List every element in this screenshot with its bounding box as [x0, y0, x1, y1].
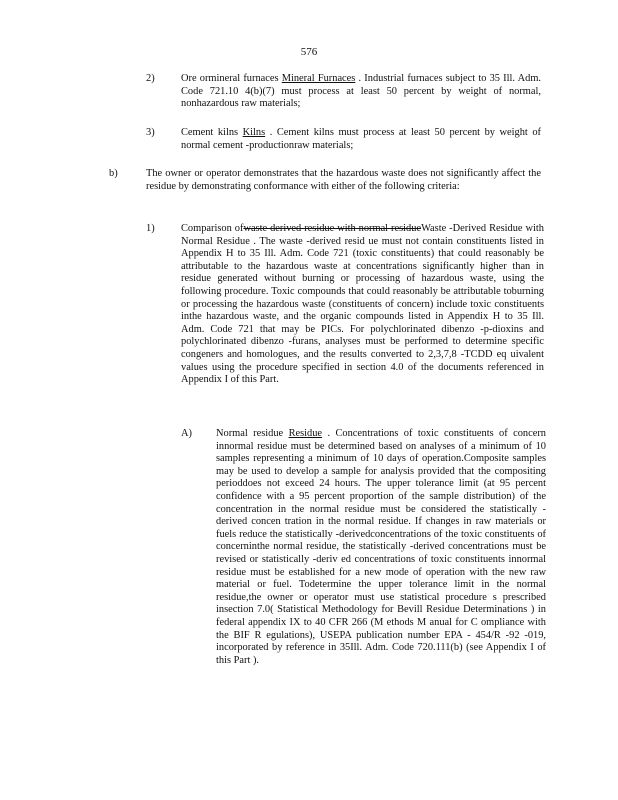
item-b1-text — [181, 223, 544, 387]
item-A-inserted: Residue — [288, 428, 323, 439]
item-A-lead: Normal residue — [216, 428, 289, 439]
item-b1-label: 1) — [146, 223, 155, 234]
page-number: 576 — [300, 46, 318, 58]
item-b1-rest: Waste -Derived Residue with Normal Residue . The waste -derived resid ue must not contain constituents listed in Appendix H to 35 Ill. Adm. Code 721 (toxic constituents) that could reasonably be attributable to the hazardous waste at concentrations significantly higher than in residue generated without burning or processing of hazardous waste, using the following procedure. Toxic compounds that could reasonably be attributable toburning or processing the hazardous waste (constituents of concern) include toxic constituents inthe hazardous waste, and the organic compounds listed in Appendix H to 35 Ill. Adm. Code 721 that may be PICs. For polychlorinated dibenzo -p-dioxins and polychlorinated dibenzo -furans, analyses must be performed to determine specific congeners and homologues, and the results converted to 2,3,7,8 -TCDD eq uivalent values using the procedure specified in section 4.0 of the documents referenced in Appendix I of this Part. — [181, 223, 544, 386]
item-3-inserted: Kilns — [242, 127, 266, 138]
item-2-lead: Ore ormineral furnaces — [181, 73, 282, 84]
item-2-inserted: Mineral Furnaces — [281, 73, 356, 84]
item-A-label: A) — [181, 428, 192, 439]
item-b1-struck: waste derived residue with normal residue — [243, 223, 422, 234]
item-A-rest: . Concentrations of toxic constituents of concern innormal residue must be determined based on analyses of a minimum of 10 samples representing a minimum of 10 days of operation.Composite samples may be used to develop a sample for analysis provided that the compositing perioddoes not exceed 24 hours. The upper tolerance limit (at 95 percent confidence with a 95 percent proportion of the sample distribution) of the concentration in the normal residue must be considered the statistically -derived concen tration in the normal residue. If changes in raw materials or fuels reduce the statistically -derivedconcentrations of the toxic constituents of concerninthe normal residue, the statistically -derived concentrations must be revised or statistically -deriv ed concentrations of toxic constituents innormal residue must be established for a new mode of operation with the new raw material or fuel. Todetermine the upper tolerance limit in the normal residue,the owner or operator must use statistical procedure s prescribed insection 7.0( Statistical Methodology for Bevill Residue Determinations ) in federal appendix IX to 40 CFR 266 (M ethods M anual for C ompliance with the BIF R egulations), USEPA publication number EPA - 454/R -92 -019, incorporated by reference in 35Ill. Adm. Code 720.111(b) (see Appendix I of this Part ). — [216, 428, 546, 666]
item-b-label: b) — [109, 168, 118, 179]
item-3-label: 3) — [146, 127, 155, 138]
item-2-text — [181, 73, 541, 111]
item-3-text — [181, 127, 541, 152]
item-2-rest: . Industrial furnaces subject to 35 Ill. Adm. Code 721.10 4(b)(7) must process at least 50 percent by weight of normal, nonhazardous raw materials; — [181, 73, 542, 110]
item-2-label: 2) — [146, 73, 155, 84]
item-A-text — [216, 428, 546, 667]
item-b-text: The owner or operator demonstrates that the hazardous waste does not significantly affect the residue by demonstrating conformance with either of the following criteria: — [146, 168, 541, 192]
item-3-lead: Cement kilns — [181, 127, 243, 138]
item-b1-lead: Comparison of — [181, 223, 244, 234]
item-3-rest: . Cement kilns must process at least 50 percent by weight of normal cement -productionraw materials; — [181, 127, 541, 151]
